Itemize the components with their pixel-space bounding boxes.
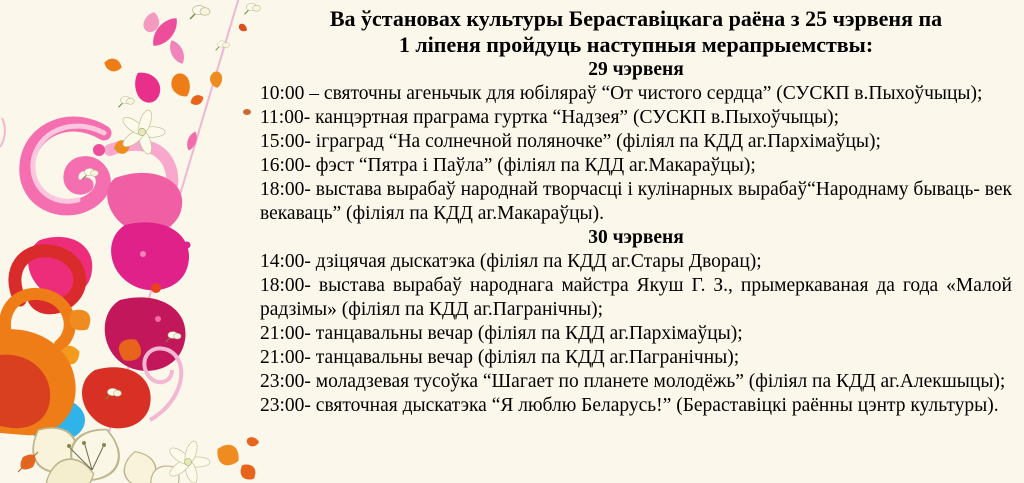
section-date-heading: 29 чэрвеня [588,59,684,80]
page-title-line-1: Ва ўстановах культуры Бераставіцкага раёна з 25 чэрвеня па [329,6,943,31]
page-title [260,6,1012,58]
event-item: 23:00- святочная дыскатэка “Я люблю Беларусь!” (Бераставіцкі раённы цэнтр культуры). [260,395,999,416]
section-june-30 [260,226,1012,418]
floral-decoration-illustration [0,0,300,483]
event-item: 21:00- танцавальны вечар (філіял па КДД аг.Пагранічны); [260,347,740,368]
section-date-heading: 30 чэрвеня [588,227,684,248]
event-item: 18:00- выстава вырабаў народнага майстра Якуш Г. З., прымеркаваная да года «Малой радзімы» (філіял па КДД аг.Пагранічны); [260,275,1012,320]
event-item: 15:00- іграград “На солнечной поляночке” (філіял па КДД аг.Пархімаўцы); [260,131,881,152]
event-item: 18:00- выстава вырабаў народнай творчасці і кулінарных вырабаў“Народнаму бываць- век векаваць” (філіял па КДД аг.Макараўцы). [260,179,1012,224]
announcement-content [260,6,1012,418]
event-item: 21:00- танцавальны вечар (філіял па КДД аг.Пархімаўцы); [260,323,743,344]
section-june-29 [260,58,1012,226]
event-item: 16:00- фэст “Пятра і Паўла” (філіял па КДД аг.Макараўцы); [260,155,756,176]
event-item: 10:00 – святочны агеньчык для юбіляраў “От чистого сердца” (СУСКП в.Пыхоўчыцы); [260,83,983,104]
event-item: 11:00- канцэртная праграма гуртка “Надзея” (СУСКП в.Пыхоўчыцы); [260,107,840,128]
event-item: 14:00- дзіцячая дыскатэка (філіял па КДД аг.Стары Дворац); [260,251,762,272]
event-item: 23:00- моладзевая тусоўка “Шагает по планете молодёжь” (філіял па КДД аг.Алекшыцы); [260,371,1006,392]
page-title-line-2: 1 ліпеня пройдуць наступныя мерапрыемствы: [398,32,874,57]
